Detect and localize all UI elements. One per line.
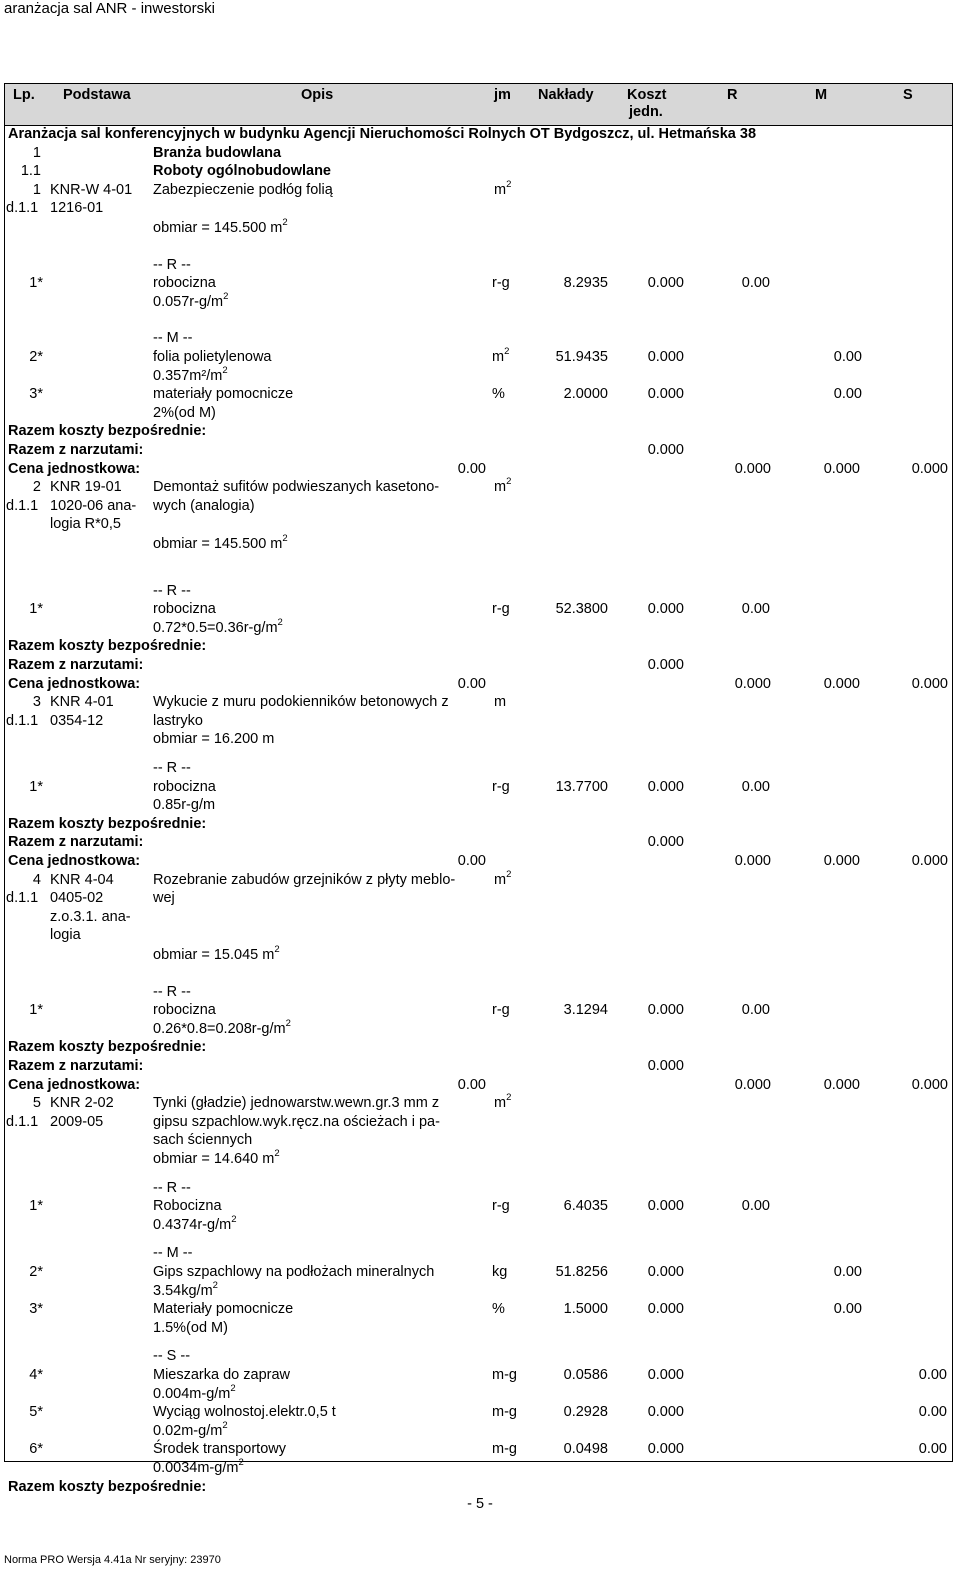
software-footer: Norma PRO Wersja 4.41a Nr seryjny: 23970	[4, 1554, 221, 1566]
resource-norm: 2%(od M)	[153, 404, 216, 421]
header-naklady: Nakłady	[538, 87, 594, 103]
position-dpos: d.1.1	[6, 1113, 39, 1130]
resource-unit-cost: 0.000	[647, 1264, 684, 1280]
resource-name: robocizna	[153, 275, 216, 292]
resource-name: Wyciąg wolnostoj.elektr.0,5 t	[153, 1404, 336, 1421]
resource-unit-cost: 0.000	[647, 275, 684, 292]
resource-group-label: -- R --	[153, 983, 191, 1000]
table-border-bottom	[4, 1461, 953, 1462]
header-lp: Lp.	[13, 87, 35, 103]
page-number: - 5 -	[467, 1496, 493, 1512]
position-description: Tynki (gładzie) jednowarstw.wewn.gr.3 mm z	[153, 1095, 440, 1112]
resource-value: 0.00	[918, 1441, 947, 1458]
resource-norm: $0.0034m-g/m^2$	[153, 1457, 244, 1476]
resource-amount: 1.5000	[563, 1301, 608, 1318]
resource-amount: 0.0498	[563, 1441, 608, 1458]
resource-unit: r-g	[492, 1198, 510, 1215]
resource-norm: 0.85r-g/m	[153, 797, 216, 814]
overheads-value: 0.000	[647, 657, 684, 673]
unit-price-m: 0.000	[823, 460, 860, 477]
resource-norm: $0.26*0.8=0.208r-g/m^2$	[153, 1017, 291, 1037]
position-unit: $m^2$	[494, 476, 512, 496]
position-basis: 1020-06 ana-	[50, 497, 137, 514]
resource-value: 0.00	[741, 778, 770, 795]
unit-price-value: 0.00	[457, 1076, 486, 1093]
resource-unit: %	[492, 386, 505, 403]
table-border-right	[952, 126, 953, 1462]
position-description: Zabezpieczenie podłóg folią	[153, 181, 333, 198]
summary-with-overheads: Razem z narzutami:	[8, 834, 144, 851]
resource-amount: 0.0586	[563, 1367, 608, 1383]
resource-unit: %	[492, 1301, 505, 1318]
position-basis: KNR 4-04	[50, 871, 114, 888]
resource-lp: 2*	[29, 1264, 43, 1280]
resource-norm: $0.057r-g/m^2$	[153, 290, 229, 310]
position-basis: z.o.3.1. ana-	[50, 908, 131, 925]
summary-direct-costs: Razem koszty bezpośrednie:	[8, 1039, 207, 1056]
unit-price-s: 0.000	[911, 1076, 948, 1093]
resource-value: 0.00	[741, 1002, 770, 1019]
header-podstawa: Podstawa	[63, 87, 131, 103]
position-quantity: obmiar = 15.045 $m^2$	[153, 944, 280, 963]
position-dpos: d.1.1	[6, 497, 39, 514]
resource-unit: r-g	[492, 601, 510, 618]
unit-price-m: 0.000	[823, 853, 860, 869]
unit-price-r: 0.000	[734, 675, 771, 692]
position-quantity: obmiar = 16.200 m	[153, 731, 275, 748]
unit-price-label: Cena jednostkowa:	[8, 675, 141, 692]
resource-group-label: -- R --	[153, 760, 191, 776]
position-basis: KNR 2-02	[50, 1095, 114, 1112]
unit-price-value: 0.00	[457, 460, 486, 477]
position-number: 2	[32, 479, 41, 496]
summary-with-overheads: Razem z narzutami:	[8, 442, 144, 458]
summary-direct-costs: Razem koszty bezpośrednie:	[8, 1478, 207, 1495]
resource-unit: r-g	[492, 778, 510, 795]
summary-direct-costs: Razem koszty bezpośrednie:	[8, 423, 207, 440]
resource-norm: $0.357m^2/m^2$	[153, 364, 228, 384]
resource-norm: 1.5%(od M)	[153, 1319, 228, 1336]
resource-lp: 3*	[29, 1301, 43, 1318]
resource-value: 0.00	[833, 349, 862, 365]
position-dpos: d.1.1	[6, 890, 39, 907]
position-description: wej	[153, 890, 175, 907]
position-dpos: d.1.1	[6, 200, 39, 217]
position-unit: m	[494, 694, 507, 711]
resource-value: 0.00	[918, 1404, 947, 1421]
resource-amount: 51.9435	[555, 349, 608, 365]
resource-lp: 6*	[29, 1441, 43, 1458]
position-quantity: obmiar = 14.640 $m^2$	[153, 1148, 280, 1167]
unit-price-r: 0.000	[734, 1076, 771, 1093]
resource-value: 0.00	[833, 1264, 862, 1280]
resource-lp: 5*	[29, 1404, 43, 1421]
header-koszt-jedn: jedn.	[629, 104, 663, 120]
resource-norm: $0.02m-g/m^2$	[153, 1419, 228, 1439]
header-koszt: Koszt	[627, 87, 667, 103]
resource-amount: 3.1294	[563, 1002, 608, 1019]
position-basis: 2009-05	[50, 1113, 104, 1130]
resource-amount: 6.4035	[563, 1198, 608, 1215]
position-basis: KNR 19-01	[50, 479, 122, 496]
resource-amount: 52.3800	[555, 601, 608, 618]
position-basis: logia	[50, 927, 81, 944]
unit-price-label: Cena jednostkowa:	[8, 853, 141, 869]
resource-value: 0.00	[918, 1367, 947, 1383]
resource-lp: 1*	[29, 275, 43, 292]
table-border-left	[4, 126, 5, 1462]
resource-name: materiały pomocnicze	[153, 386, 294, 403]
position-quantity: obmiar = 145.500 $m^2$	[153, 217, 288, 236]
position-description: Wykucie z muru podokienników betonowych z	[153, 694, 449, 711]
header-s: S	[903, 87, 913, 103]
resource-amount: 13.7700	[555, 778, 608, 795]
unit-price-value: 0.00	[457, 675, 486, 692]
resource-name: Środek transportowy	[153, 1441, 286, 1458]
resource-value: 0.00	[741, 601, 770, 618]
position-description: Demontaż sufitów podwieszanych kasetono-	[153, 479, 440, 496]
resource-lp: 2*	[29, 349, 43, 365]
section-number: 1.1	[20, 163, 41, 180]
summary-with-overheads: Razem z narzutami:	[8, 657, 144, 673]
resource-norm: $0.004m-g/m^2$	[153, 1382, 236, 1402]
resource-norm: $3.54kg/m^2$	[153, 1279, 218, 1299]
position-number: 5	[32, 1095, 41, 1112]
section-name: Roboty ogólnobudowlane	[153, 163, 332, 180]
resource-unit-cost: 0.000	[647, 386, 684, 403]
position-number: 4	[32, 871, 41, 888]
resource-unit: $m^2$	[492, 346, 510, 365]
resource-group-label: -- S --	[153, 1348, 191, 1365]
resource-value: 0.00	[741, 1198, 770, 1215]
resource-group-label: -- R --	[153, 256, 191, 273]
position-quantity: obmiar = 145.500 $m^2$	[153, 533, 288, 552]
position-description: gipsu szpachlow.wyk.ręcz.na ościeżach i pa-	[153, 1113, 440, 1130]
resource-unit-cost: 0.000	[647, 1301, 684, 1318]
resource-lp: 1*	[29, 1002, 43, 1019]
position-description: lastryko	[153, 712, 203, 729]
header-jm: jm	[494, 87, 511, 103]
summary-direct-costs: Razem koszty bezpośrednie:	[8, 815, 207, 832]
resource-group-label: -- M --	[153, 1245, 193, 1262]
unit-price-s: 0.000	[911, 853, 948, 869]
summary-direct-costs: Razem koszty bezpośrednie:	[8, 638, 207, 655]
resource-amount: 51.8256	[555, 1264, 608, 1280]
resource-lp: 1*	[29, 1198, 43, 1215]
resource-name: Gips szpachlowy na podłożach mineralnych	[153, 1264, 435, 1280]
resource-name: Materiały pomocnicze	[153, 1301, 294, 1318]
resource-unit-cost: 0.000	[647, 349, 684, 365]
position-number: 1	[32, 181, 41, 198]
summary-with-overheads: Razem z narzutami:	[8, 1058, 144, 1074]
position-unit: $m^2$	[494, 868, 512, 888]
project-name: Aranżacja sal konferencyjnych w budynku Agencji Nieruchomości Rolnych OT Bydgoszcz, ul. Hetmańska 38	[8, 126, 757, 142]
document-title: aranżacja sal ANR - inwestorski	[4, 0, 215, 17]
resource-norm: $0.72*0.5=0.36r-g/m^2$	[153, 616, 283, 636]
resource-norm: $0.4374r-g/m^2$	[153, 1213, 237, 1233]
position-basis: KNR 4-01	[50, 694, 114, 711]
resource-amount: 0.2928	[563, 1404, 608, 1421]
resource-name: robocizna	[153, 601, 216, 618]
resource-amount: 8.2935	[563, 275, 608, 292]
header-r: R	[727, 87, 738, 103]
resource-name: Mieszarka do zapraw	[153, 1367, 290, 1383]
unit-price-value: 0.00	[457, 853, 486, 869]
position-unit: $m^2$	[494, 178, 512, 198]
resource-unit: m-g	[492, 1367, 517, 1383]
resource-group-label: -- M --	[153, 330, 193, 347]
position-basis: 0354-12	[50, 712, 104, 729]
resource-unit: kg	[492, 1264, 508, 1280]
resource-name: robocizna	[153, 778, 216, 795]
resource-unit-cost: 0.000	[647, 1198, 684, 1215]
section-number: 1	[32, 144, 41, 161]
unit-price-label: Cena jednostkowa:	[8, 460, 141, 477]
overheads-value: 0.000	[647, 1058, 684, 1074]
position-basis: KNR-W 4-01	[50, 181, 133, 198]
unit-price-r: 0.000	[734, 460, 771, 477]
resource-unit-cost: 0.000	[647, 1367, 684, 1383]
resource-name: Robocizna	[153, 1198, 222, 1215]
resource-lp: 1*	[29, 601, 43, 618]
resource-group-label: -- R --	[153, 582, 191, 599]
resource-name: robocizna	[153, 1002, 216, 1019]
unit-price-m: 0.000	[823, 1076, 860, 1093]
section-name: Branża budowlana	[153, 144, 282, 161]
header-opis: Opis	[301, 87, 334, 103]
table-header	[4, 83, 953, 126]
position-basis: 0405-02	[50, 890, 104, 907]
resource-unit-cost: 0.000	[647, 1441, 684, 1458]
unit-price-s: 0.000	[911, 675, 948, 692]
resource-unit-cost: 0.000	[647, 1002, 684, 1019]
position-description: Rozebranie zabudów grzejników z płyty meblo-	[153, 871, 456, 888]
unit-price-r: 0.000	[734, 853, 771, 869]
resource-unit-cost: 0.000	[647, 1404, 684, 1421]
resource-unit: m-g	[492, 1404, 517, 1421]
unit-price-m: 0.000	[823, 675, 860, 692]
position-basis: 1216-01	[50, 200, 104, 217]
resource-value: 0.00	[833, 1301, 862, 1318]
resource-unit: m-g	[492, 1441, 517, 1458]
resource-lp: 4*	[29, 1367, 43, 1383]
resource-unit-cost: 0.000	[647, 601, 684, 618]
header-m: M	[815, 87, 828, 103]
resource-group-label: -- R --	[153, 1179, 191, 1196]
position-description: wych (analogia)	[153, 497, 255, 514]
unit-price-s: 0.000	[911, 460, 948, 477]
resource-lp: 3*	[29, 386, 43, 403]
resource-value: 0.00	[833, 386, 862, 403]
resource-name: folia polietylenowa	[153, 349, 272, 365]
resource-unit-cost: 0.000	[647, 778, 684, 795]
overheads-value: 0.000	[647, 442, 684, 458]
resource-unit: r-g	[492, 1002, 510, 1019]
overheads-value: 0.000	[647, 834, 684, 851]
position-number: 3	[32, 694, 41, 711]
position-dpos: d.1.1	[6, 712, 39, 729]
position-basis: logia R*0,5	[50, 516, 121, 533]
resource-value: 0.00	[741, 275, 770, 292]
resource-lp: 1*	[29, 778, 43, 795]
unit-price-label: Cena jednostkowa:	[8, 1076, 141, 1093]
resource-amount: 2.0000	[563, 386, 608, 403]
position-unit: $m^2$	[494, 1092, 512, 1112]
resource-unit: r-g	[492, 275, 510, 292]
position-description: sach ściennych	[153, 1132, 253, 1149]
